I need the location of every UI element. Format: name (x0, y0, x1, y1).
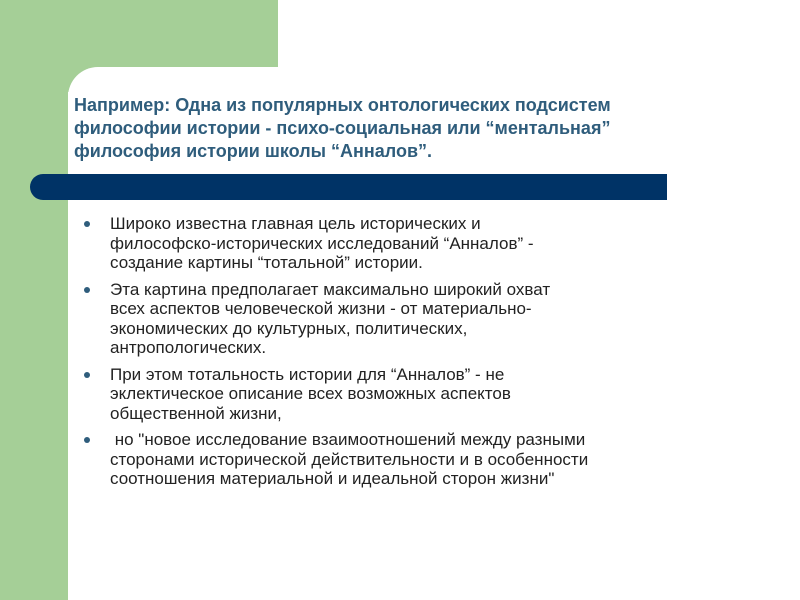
bullet-text-line: общественной жизни, (110, 403, 282, 423)
bullet-item (82, 430, 782, 489)
bullet-dot-icon (84, 372, 90, 378)
bullet-text-line: эклектическое описание всех возможных аспектов (110, 384, 511, 403)
bullet-text-line: сторонами исторической действительности и в особенности (110, 449, 589, 469)
bullet-text-line: экономических до культурных, политических, (110, 318, 468, 338)
bullet-text-line: но "новое исследование взаимоотношений между разными (110, 430, 586, 449)
bullet-text-line: Широко известна главная цель исторических и (110, 214, 481, 233)
bullet-item (82, 280, 782, 358)
bullet-item (82, 365, 782, 424)
title-line: философия истории школы “Анналов”. (74, 141, 433, 161)
bullet-dot-icon (84, 437, 90, 443)
bullet-dot-icon (84, 287, 90, 293)
slide-title (74, 94, 764, 163)
title-line: философии истории - психо-социальная или “ментальная” (74, 118, 611, 138)
bullet-dot-icon (84, 221, 90, 227)
bullet-text-line: антропологических. (110, 338, 267, 357)
bullet-list (82, 214, 782, 496)
title-divider-bar (30, 174, 667, 200)
bullet-text-line: всех аспектов человеческой жизни - от материально- (110, 299, 532, 318)
title-line: Например: Одна из популярных онтологических подсистем (74, 95, 611, 115)
bullet-text-line: создание картины “тотальной” истории. (110, 253, 423, 272)
bullet-text-line: философско-исторических исследований “Анналов” - (110, 233, 534, 253)
bullet-text-line: При этом тотальность истории для “Анналов” - не (110, 364, 505, 384)
bullet-text-line: соотношения материальной и идеальной сторон жизни" (110, 469, 555, 488)
bullet-item (82, 214, 782, 273)
bullet-text-line: Эта картина предполагает максимально широкий охват (110, 279, 551, 299)
